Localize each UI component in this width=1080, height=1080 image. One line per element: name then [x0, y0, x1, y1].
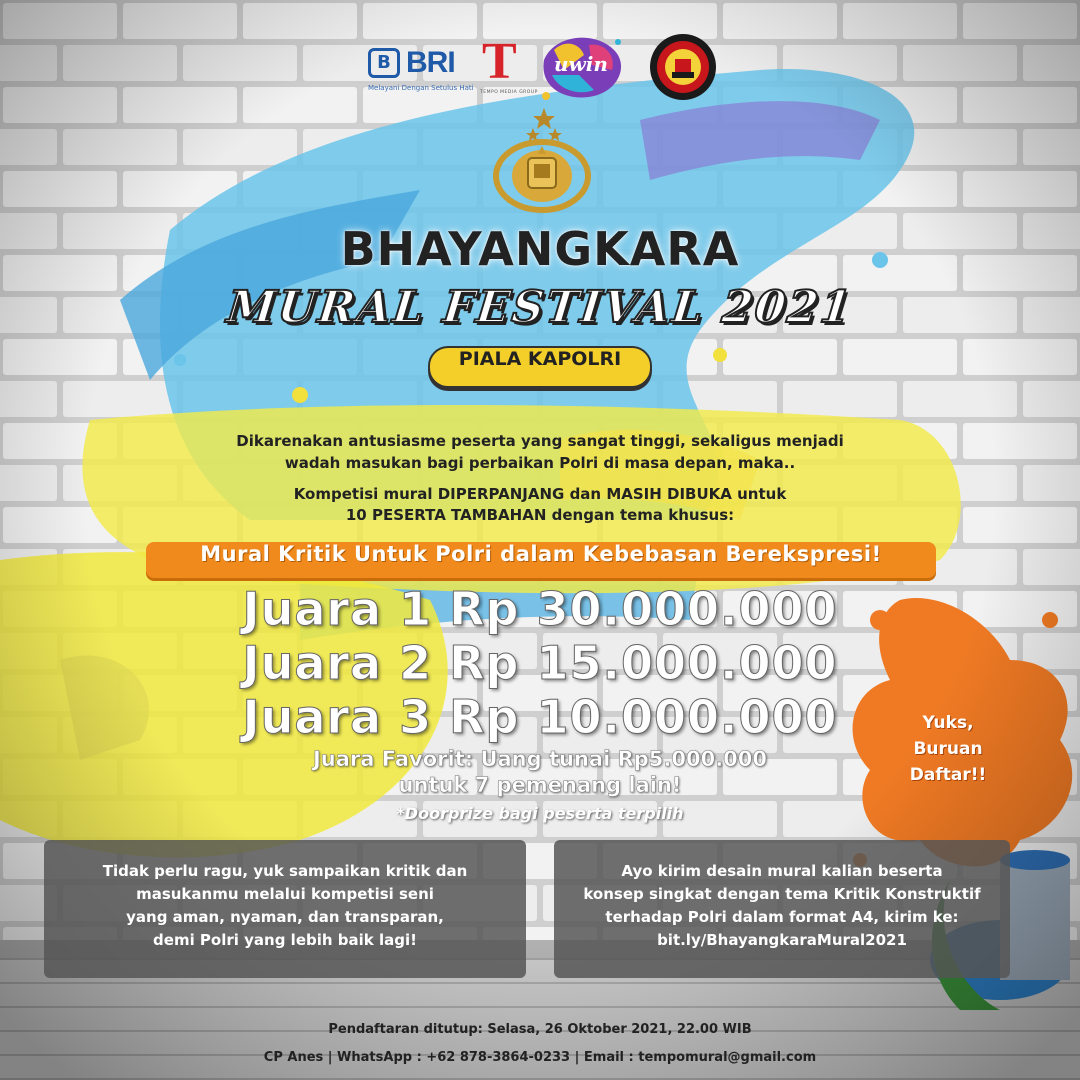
event-subtitle: MURAL FESTIVAL 2021 — [224, 282, 856, 333]
bri-mark-icon: B — [368, 48, 400, 78]
tempo-tagline: TEMPO MEDIA GROUP — [480, 90, 538, 95]
bri-name: BRI — [406, 46, 455, 79]
bri-logo — [368, 44, 472, 94]
intro-line-4: 10 PESERTA TAMBAHAN dengan tema khusus: — [345, 506, 735, 524]
favorite-prize — [200, 746, 880, 798]
registration-deadline: Pendaftaran ditutup: Selasa, 26 Oktober 2021, 22.00 WIB — [328, 1022, 752, 1037]
cta-line-2: Buruan — [913, 739, 983, 759]
tempo-logo — [480, 33, 538, 98]
theme-banner: Mural Kritik Untuk Polri dalam Kebebasan Berekspresi! — [146, 542, 936, 578]
info-left-line-2: masukanmu melalui kompetisi seni — [136, 885, 434, 903]
event-title: BHAYANGKARA — [340, 222, 740, 276]
register-cta — [888, 710, 1008, 788]
contact-info: CP Anes | WhatsApp : +62 878-3864-0233 | Email : tempomural@gmail.com — [263, 1050, 817, 1065]
prize-first: Juara 1 Rp 30.000.000 — [242, 582, 838, 636]
info-left-line-4: demi Polri yang lebih baik lagi! — [153, 931, 417, 949]
intro-line-1: Dikarenakan antusiasme peserta yang sangat tinggi, sekaligus menjadi — [236, 432, 844, 450]
favorite-line-2: untuk 7 pemenang lain! — [398, 773, 682, 797]
extension-text — [0, 484, 1080, 526]
doorprize-note: *Doorprize bagi peserta terpilih — [396, 804, 684, 823]
info-box-submission — [554, 840, 1010, 978]
polri-emblem-icon — [492, 138, 592, 214]
favorite-line-1: Juara Favorit: Uang tunai Rp5.000.000 — [312, 747, 768, 771]
info-right-line-2: konsep singkat dengan tema Kritik Konstruktif — [583, 885, 981, 903]
submission-link[interactable]: bit.ly/BhayangkaraMural2021 — [657, 931, 907, 949]
info-right-line-3: terhadap Polri dalam format A4, kirim ke: — [605, 908, 959, 926]
intro-line-2: wadah masukan bagi perbaikan Polri di masa depan, maka.. — [284, 454, 796, 472]
intro-line-3: Kompetisi mural DIPERPANJANG dan MASIH DIBUKA untuk — [293, 485, 787, 503]
prize-second: Juara 2 Rp 15.000.000 — [242, 636, 838, 690]
police-academy-seal — [648, 32, 718, 102]
info-right-line-1: Ayo kirim desain mural kalian beserta — [621, 862, 943, 880]
seal-icon — [648, 32, 718, 102]
tempo-letter: T — [482, 33, 517, 90]
cta-line-1: Yuks, — [922, 713, 974, 733]
info-box-encouragement — [44, 840, 526, 978]
bri-tagline: Melayani Dengan Setulus Hati — [368, 84, 474, 92]
uwin-logo — [534, 30, 626, 106]
uwin-wordmark: uwin — [554, 52, 608, 76]
trophy-badge: PIALA KAPOLRI — [428, 346, 652, 388]
info-left-line-1: Tidak perlu ragu, yuk sampaikan kritik dan — [102, 862, 468, 880]
info-left-line-3: yang aman, nyaman, dan transparan, — [126, 908, 444, 926]
cta-line-3: Daftar!! — [909, 765, 987, 785]
prize-third: Juara 3 Rp 10.000.000 — [242, 690, 838, 744]
intro-text — [0, 430, 1080, 474]
